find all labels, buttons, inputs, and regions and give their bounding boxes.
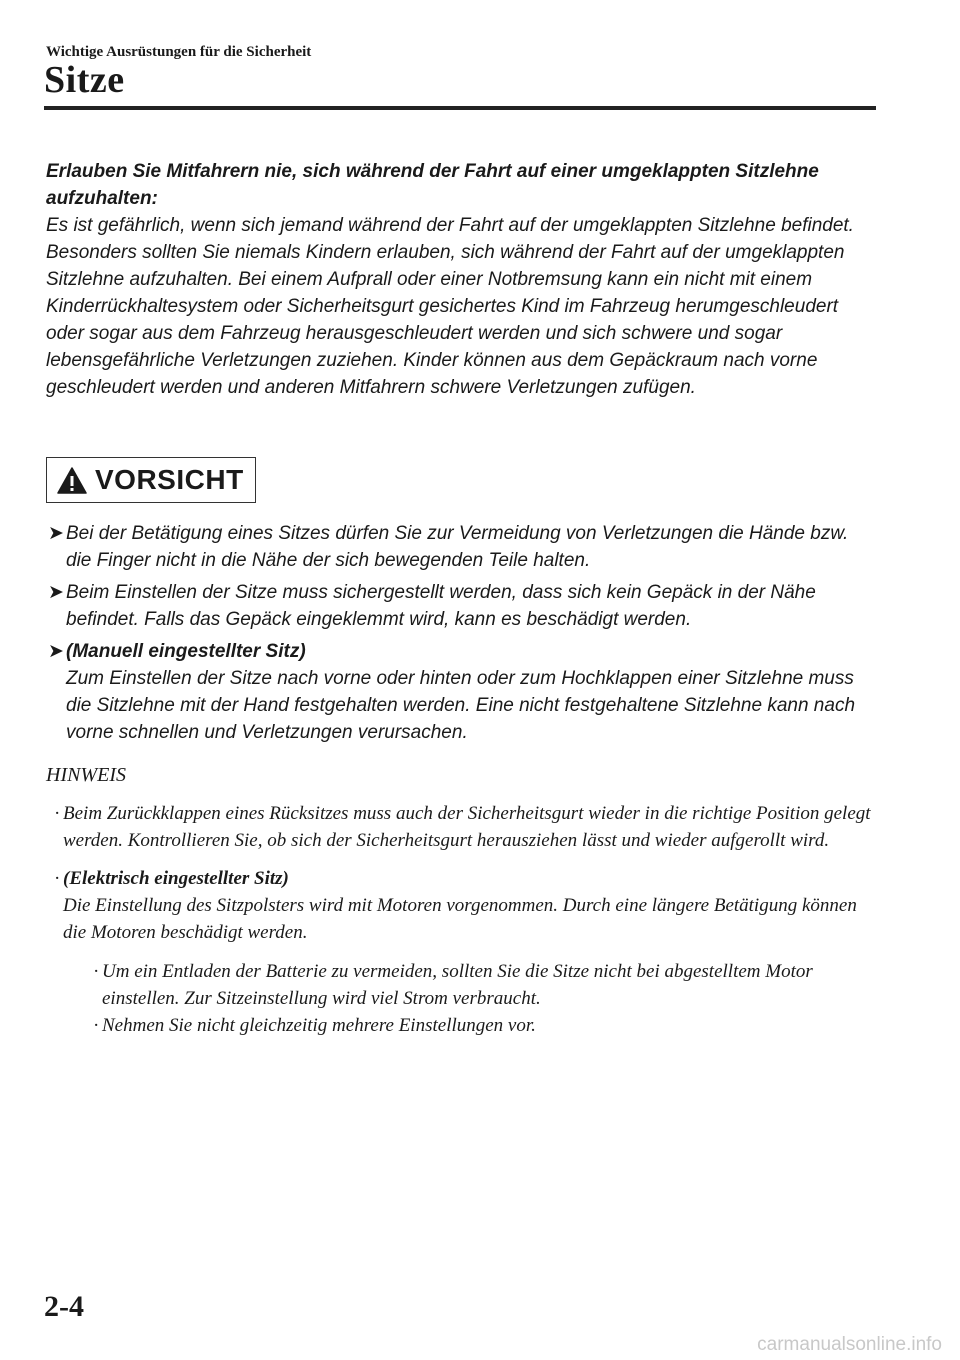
watermark: carmanualsonline.info [757, 1334, 942, 1355]
note-item-text: Beim Zurückklappen eines Rücksitzes muss auch der Sicherheitsgurt wieder in die richtige Position gelegt werden. Kontrollieren Sie, ob sich der Sicherheitsgurt herausziehen lässt und wieder aufgerollt wird. [63, 803, 871, 851]
note-item-text: Die Einstellung des Sitzpolsters wird mit Motoren vorgenommen. Durch eine längere Betätigung können die Motoren beschädigt werden. [63, 895, 857, 943]
note-sub-item-text: Nehmen Sie nicht gleichzeitig mehrere Einstellungen vor. [102, 1015, 536, 1036]
dot-bullet-icon: · [93, 961, 100, 982]
note-sub-item [85, 1012, 876, 1039]
caution-item-text: Beim Einstellen der Sitze muss sichergestellt werden, dass sich kein Gepäck in der Nähe befindet. Falls das Gepäck eingeklemmt wird, kann es beschädigt werden. [66, 582, 816, 630]
arrow-bullet-icon: ➤ [48, 523, 64, 544]
note-sub-item [85, 958, 876, 1012]
note-item-heading: (Elektrisch eingestellter Sitz) [63, 868, 289, 889]
note-block [46, 800, 876, 1050]
caution-item-text: Bei der Betätigung eines Sitzes dürfen Sie zur Vermeidung von Verletzungen die Hände bzw. die Finger nicht in die Nähe der sich bewegenden Teile halten. [66, 523, 849, 571]
chapter-heading: Wichtige Ausrüstungen für die Sicherheit [46, 44, 312, 60]
title-rule [44, 106, 876, 110]
caution-item-text: Zum Einstellen der Sitze nach vorne oder hinten oder zum Hochklappen einer Sitzlehne muss die Sitzlehne mit der Hand festgehalten werden. Eine nicht festgehaltene Sitzlehne kann nach vorne schnellen und Verletzungen verursachen. [66, 668, 856, 743]
warning-heading: Erlauben Sie Mitfahrern nie, sich während der Fahrt auf einer umgeklappten Sitzlehne aufzuhalten: [46, 161, 819, 209]
note-sub-item-text: Um ein Entladen der Batterie zu vermeiden, sollten Sie die Sitze nicht bei abgestelltem Motor einstellen. Zur Sitzeinstellung wird viel Strom verbraucht. [102, 961, 813, 1009]
caution-list [48, 520, 878, 751]
page-title: Sitze [44, 59, 125, 101]
caution-item-heading: (Manuell eingestellter Sitz) [66, 641, 306, 662]
caution-item [48, 638, 878, 746]
warning-triangle-icon [57, 467, 87, 494]
dot-bullet-icon: · [54, 868, 61, 889]
caution-label: VORSICHT [95, 464, 244, 495]
warning-body: Es ist gefährlich, wenn sich jemand während der Fahrt auf der umgeklappten Sitzlehne befindet. Besonders sollten Sie niemals Kindern erlauben, sich während der Fahrt auf der umgeklappten Sitzlehne aufzuhalten. Bei einem Aufprall oder einer Notbremsung kann ein nicht mit einem Kinderrückhaltesystem oder Sicherheitsgurt gesichertes Kind im Fahrzeug herumgeschleudert oder sogar aus dem Fahrzeug herausgeschleudert werden und sich schwere und sogar lebensgefährliche Verletzungen zuziehen. Kinder können aus dem Gepäckraum nach vorne geschleudert werden und anderen Mitfahrern schwere Verletzungen zufügen. [46, 215, 854, 398]
note-item [46, 865, 876, 1039]
caution-box [46, 457, 256, 503]
note-sub-list [63, 958, 876, 1039]
arrow-bullet-icon: ➤ [48, 641, 64, 662]
note-item [46, 800, 876, 854]
warning-block [46, 158, 876, 401]
dot-bullet-icon: · [54, 803, 61, 824]
arrow-bullet-icon: ➤ [48, 582, 64, 603]
dot-bullet-icon: · [93, 1015, 100, 1036]
caution-item [48, 579, 878, 633]
page-number: 2-4 [44, 1290, 84, 1323]
caution-item [48, 520, 878, 574]
note-heading: HINWEIS [46, 764, 126, 786]
